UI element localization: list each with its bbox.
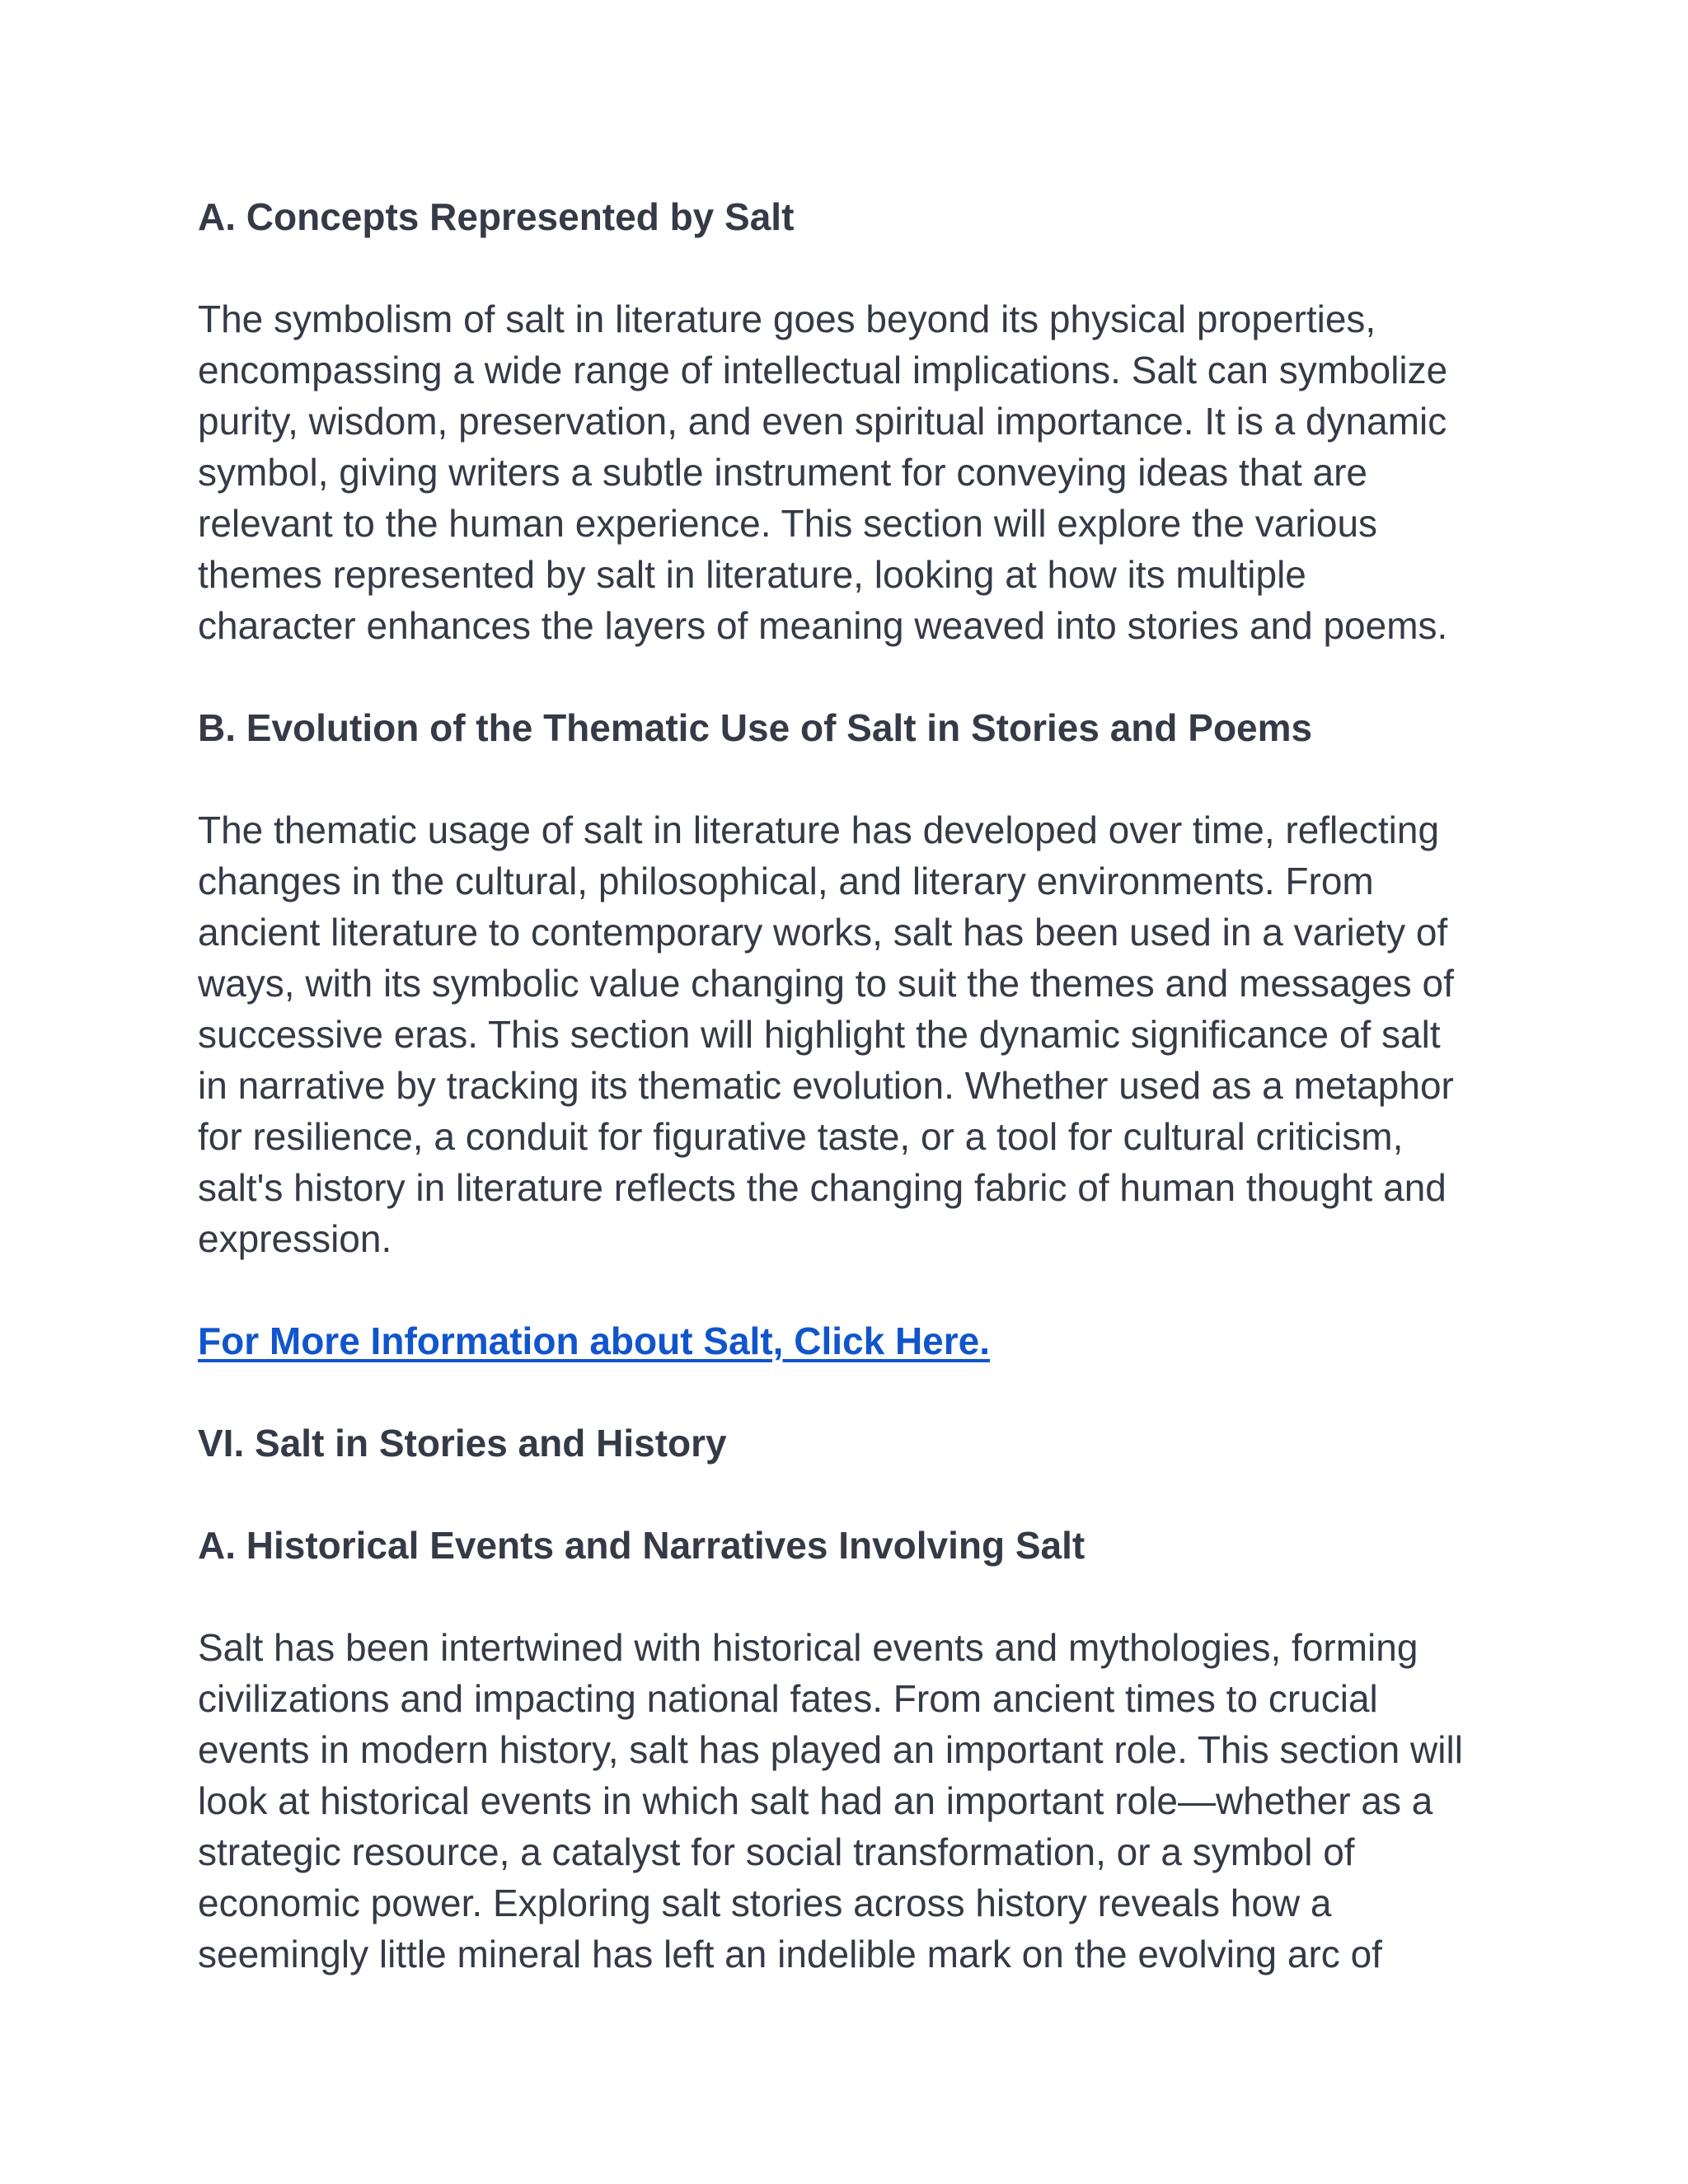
document-page: [198, 191, 1517, 2031]
paragraph-line: purity, wisdom, preservation, and even spiritual importance. It is a dynamic: [198, 400, 1447, 443]
paragraph-line: ancient literature to contemporary works, salt has been used in a variety of: [198, 911, 1448, 954]
paragraph-line: character enhances the layers of meaning weaved into stories and poems.: [198, 604, 1448, 647]
paragraph-line: seemingly little mineral has left an indelible mark on the evolving arc of: [198, 1933, 1382, 1975]
paragraph-line: symbol, giving writers a subtle instrument for conveying ideas that are: [198, 451, 1367, 494]
paragraph-line: for resilience, a conduit for figurative taste, or a tool for cultural criticism,: [198, 1115, 1404, 1158]
paragraph-line: salt's history in literature reflects the changing fabric of human thought and: [198, 1166, 1447, 1209]
paragraph-line: changes in the cultural, philosophical, and literary environments. From: [198, 860, 1374, 902]
paragraph-line: encompassing a wide range of intellectual implications. Salt can symbolize: [198, 349, 1448, 391]
paragraph-line: look at historical events in which salt had an important role—whether as a: [198, 1779, 1433, 1822]
section-a-heading: A. Concepts Represented by Salt: [198, 195, 795, 238]
section-vi-a-heading: A. Historical Events and Narratives Involving Salt: [198, 1524, 1085, 1567]
section-b-paragraph: [198, 804, 1517, 1264]
section-a-paragraph: [198, 293, 1517, 651]
paragraph-line: expression.: [198, 1217, 392, 1260]
paragraph-line: relevant to the human experience. This section will explore the various: [198, 502, 1378, 545]
paragraph-line: in narrative by tracking its thematic evolution. Whether used as a metaphor: [198, 1064, 1454, 1107]
paragraph-line: Salt has been intertwined with historical events and mythologies, forming: [198, 1626, 1418, 1669]
section-b-heading: B. Evolution of the Thematic Use of Salt in Stories and Poems: [198, 706, 1313, 749]
paragraph-line: The symbolism of salt in literature goes beyond its physical properties,: [198, 298, 1376, 340]
paragraph-line: events in modern history, salt has played an important role. This section will: [198, 1728, 1463, 1771]
section-vi-heading: VI. Salt in Stories and History: [198, 1422, 727, 1465]
paragraph-line: successive eras. This section will highlight the dynamic significance of salt: [198, 1013, 1441, 1056]
paragraph-line: The thematic usage of salt in literature has developed over time, reflecting: [198, 808, 1440, 851]
paragraph-line: ways, with its symbolic value changing to suit the themes and messages of: [198, 962, 1454, 1005]
paragraph-line: strategic resource, a catalyst for social transformation, or a symbol of: [198, 1830, 1355, 1873]
paragraph-line: themes represented by salt in literature, looking at how its multiple: [198, 553, 1306, 596]
paragraph-line: civilizations and impacting national fates. From ancient times to crucial: [198, 1677, 1378, 1720]
more-info-link[interactable]: For More Information about Salt, Click Here.: [198, 1319, 991, 1362]
paragraph-line: economic power. Exploring salt stories across history reveals how a: [198, 1882, 1332, 1924]
section-vi-a-paragraph: [198, 1622, 1517, 1980]
